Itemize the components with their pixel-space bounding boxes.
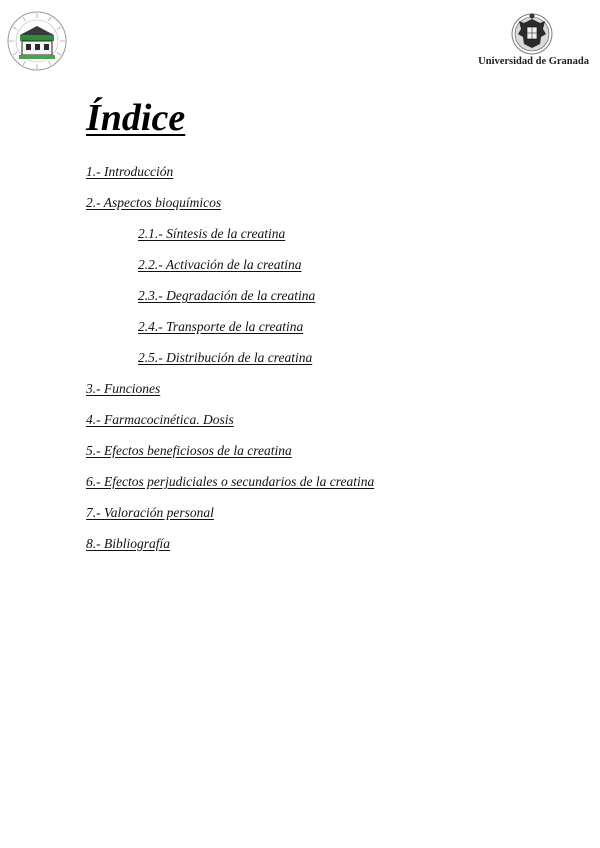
toc-item-efectos-perjudiciales[interactable]: 6.- Efectos perjudiciales o secundarios de la creatina bbox=[86, 474, 375, 489]
toc-item-transporte[interactable]: 2.4.- Transporte de la creatina bbox=[138, 319, 304, 334]
faculty-logo-icon bbox=[6, 10, 68, 72]
toc-item-introduccion[interactable]: 1.- Introducción bbox=[86, 164, 174, 179]
toc-item-bibliografia[interactable]: 8.- Bibliografía bbox=[86, 536, 170, 551]
university-crest-icon bbox=[500, 10, 560, 58]
toc-item-degradacion[interactable]: 2.3.- Degradación de la creatina bbox=[138, 288, 316, 303]
toc-item-activacion[interactable]: 2.2.- Activación de la creatina bbox=[138, 257, 302, 272]
page-title: Índice bbox=[86, 97, 186, 139]
toc-item-efectos-beneficiosos[interactable]: 5.- Efectos beneficiosos de la creatina bbox=[86, 443, 292, 458]
toc-item-farmacocinetica[interactable]: 4.- Farmacocinética. Dosis bbox=[86, 412, 234, 427]
toc-item-distribucion[interactable]: 2.5.- Distribución de la creatina bbox=[138, 350, 313, 365]
university-name: Universidad de Granada bbox=[478, 56, 589, 67]
toc-item-valoracion-personal[interactable]: 7.- Valoración personal bbox=[86, 505, 214, 520]
toc-item-aspectos-bioquimicos[interactable]: 2.- Aspectos bioquímicos bbox=[86, 195, 222, 210]
toc-item-funciones[interactable]: 3.- Funciones bbox=[86, 381, 161, 396]
toc-item-sintesis[interactable]: 2.1.- Síntesis de la creatina bbox=[138, 226, 286, 241]
